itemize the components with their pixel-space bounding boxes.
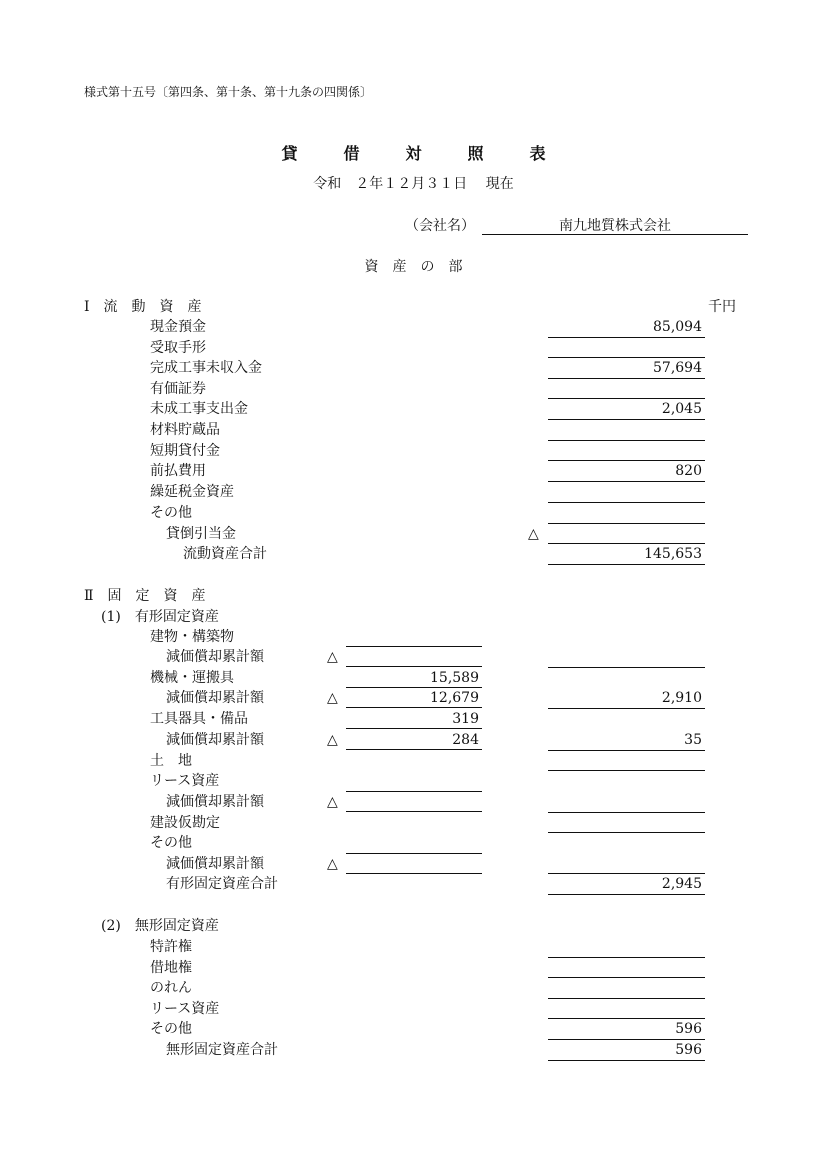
- tangible-total-value: 2,945: [661, 876, 702, 892]
- current-assets-total-value: 145,653: [644, 546, 702, 562]
- tangible-row-label: 減価償却累計額: [166, 794, 264, 810]
- tangible-row-label: その他: [150, 835, 192, 851]
- current-row-label: 短期貸付金: [150, 443, 220, 459]
- intangible-total-label: 無形固定資産合計: [166, 1042, 278, 1058]
- current-assets-heading: Ⅰ 流 動 資 産: [84, 299, 202, 315]
- current-row-label: 有価証券: [150, 381, 206, 397]
- amount-line: [346, 728, 482, 729]
- amount-line: [548, 419, 705, 420]
- unit-label: 千円: [708, 299, 736, 315]
- amount-line: [346, 666, 482, 667]
- amount-line: [548, 481, 705, 482]
- amount-line: [548, 1039, 705, 1040]
- amount-line: [548, 398, 705, 399]
- current-row-label: 未成工事支出金: [150, 401, 248, 417]
- amount-line: [548, 523, 705, 524]
- part-title: 資産の部: [364, 259, 477, 275]
- current-row-label: 繰延税金資産: [150, 484, 234, 500]
- intangible-assets-heading: (2) 無形固定資産: [101, 918, 219, 934]
- triangle-mark: △: [327, 856, 338, 872]
- triangle-mark: △: [327, 649, 338, 665]
- amount-line: [346, 749, 482, 750]
- triangle-mark: △: [327, 690, 338, 706]
- amount-line: [548, 977, 705, 978]
- amount-line: [548, 873, 705, 874]
- tangible-row-mid-value: 284: [452, 732, 479, 748]
- current-assets-total-label: 流動資産合計: [183, 546, 267, 562]
- amount-line: [548, 832, 705, 833]
- amount-line: [548, 440, 705, 441]
- amount-line: [548, 1060, 705, 1061]
- triangle-mark: △: [528, 526, 539, 542]
- intangible-row-value: 596: [675, 1021, 702, 1037]
- intangible-row-label: その他: [150, 1021, 192, 1037]
- company-underline: [482, 234, 748, 235]
- current-row-value: 2,045: [661, 401, 702, 417]
- amount-line: [548, 957, 705, 958]
- amount-line: [548, 812, 705, 813]
- amount-line: [346, 873, 482, 874]
- intangible-row-label: のれん: [150, 980, 192, 996]
- tangible-total-label: 有形固定資産合計: [166, 876, 278, 892]
- current-row-label: 材料貯蔵品: [150, 422, 220, 438]
- amount-line: [548, 337, 705, 338]
- current-row-value: 820: [675, 463, 702, 479]
- tangible-row-label: リース資産: [150, 773, 220, 789]
- tangible-row-label: 工具器具・備品: [150, 711, 248, 727]
- fixed-assets-heading: Ⅱ 固 定 資 産: [84, 588, 206, 604]
- tangible-row-label: 建設仮勘定: [150, 815, 220, 831]
- amount-line: [548, 770, 705, 771]
- amount-line: [548, 502, 705, 503]
- amount-line: [548, 894, 705, 895]
- amount-line: [548, 543, 705, 544]
- amount-line: [346, 687, 482, 688]
- tangible-row-label: 減価償却累計額: [166, 649, 264, 665]
- tangible-assets-heading: (1) 有形固定資産: [101, 609, 219, 625]
- document-title: 貸借対照表: [281, 144, 592, 163]
- triangle-mark: △: [327, 794, 338, 810]
- amount-line: [548, 378, 705, 379]
- tangible-row-label: 建物・構築物: [150, 629, 234, 645]
- tangible-row-mid-value: 12,679: [430, 690, 479, 706]
- current-row-label: 現金預金: [150, 319, 206, 335]
- current-row-label: 完成工事未収入金: [150, 360, 262, 376]
- tangible-row-label: 減価償却累計額: [166, 732, 264, 748]
- document-date: 令和 ２年１２月３１日 現在: [313, 176, 514, 192]
- tangible-row-mid-value: 319: [452, 711, 479, 727]
- current-row-label: その他: [150, 505, 192, 521]
- tangible-row-right-value: 35: [684, 732, 702, 748]
- tangible-row-label: 土 地: [150, 753, 192, 769]
- intangible-row-label: リース資産: [150, 1001, 220, 1017]
- amount-line: [548, 750, 705, 751]
- amount-line: [548, 998, 705, 999]
- tangible-row-label: 機械・運搬具: [150, 670, 234, 686]
- form-header: 様式第十五号〔第四条、第十条、第十九条の四関係〕: [84, 85, 373, 99]
- amount-line: [548, 564, 705, 565]
- amount-line: [346, 707, 482, 708]
- amount-line: [548, 708, 705, 709]
- intangible-total-value: 596: [675, 1042, 702, 1058]
- amount-line: [548, 1018, 705, 1019]
- amount-line: [548, 357, 705, 358]
- company-label: （会社名）: [405, 218, 475, 234]
- amount-line: [346, 791, 482, 792]
- tangible-row-label: 減価償却累計額: [166, 856, 264, 872]
- tangible-row-mid-value: 15,589: [430, 670, 479, 686]
- current-row-label: 貸倒引当金: [166, 526, 236, 542]
- current-row-value: 85,094: [653, 319, 702, 335]
- amount-line: [548, 667, 705, 668]
- intangible-row-label: 借地権: [150, 960, 192, 976]
- current-row-label: 受取手形: [150, 340, 206, 356]
- tangible-row-right-value: 2,910: [661, 690, 702, 706]
- triangle-mark: △: [327, 732, 338, 748]
- amount-line: [346, 646, 482, 647]
- amount-line: [548, 460, 705, 461]
- intangible-row-label: 特許権: [150, 939, 192, 955]
- company-name: 南九地質株式会社: [559, 218, 671, 234]
- amount-line: [346, 811, 482, 812]
- tangible-row-label: 減価償却累計額: [166, 690, 264, 706]
- current-row-value: 57,694: [653, 360, 702, 376]
- current-row-label: 前払費用: [150, 463, 206, 479]
- amount-line: [346, 853, 482, 854]
